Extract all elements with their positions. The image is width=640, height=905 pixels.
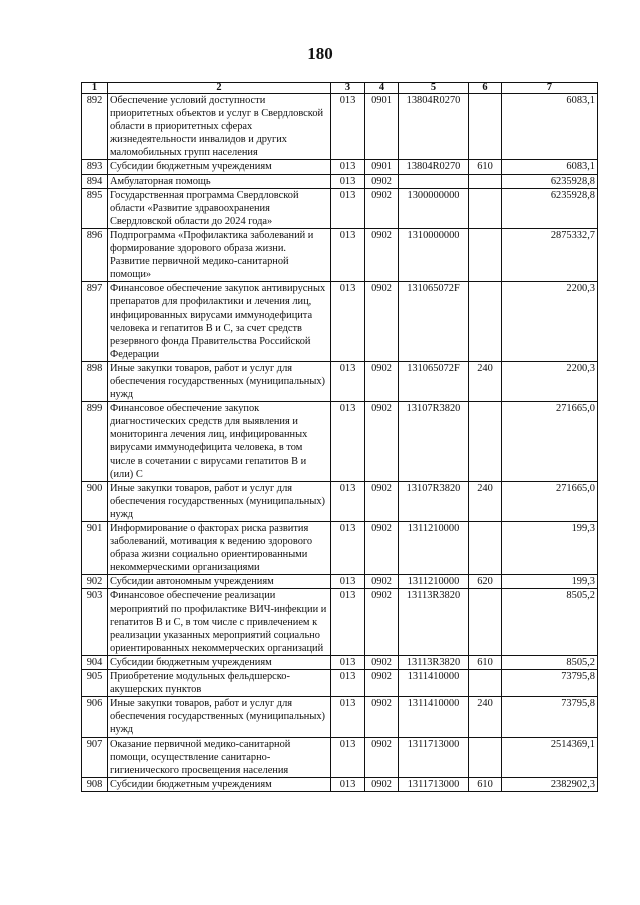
row-expense-type	[469, 522, 502, 575]
page-number: 180	[307, 44, 333, 63]
row-target-code: 13804R0270	[399, 94, 469, 160]
row-amount: 6083,1	[502, 94, 598, 160]
row-ministry-code: 013	[331, 670, 365, 697]
row-ministry-code: 013	[331, 481, 365, 521]
row-name: Амбулаторная помощь	[108, 174, 331, 188]
row-expense-type: 620	[469, 575, 502, 589]
header-col-5: 5	[399, 83, 469, 94]
row-name: Субсидии бюджетным учреждениям	[108, 160, 331, 174]
row-number: 903	[82, 589, 108, 655]
row-amount: 6083,1	[502, 160, 598, 174]
row-name: Подпрограмма «Профилактика заболеваний и формирование здорового образа жизни. Развитие первичной медико-санитарной помощи»	[108, 228, 331, 281]
row-ministry-code: 013	[331, 522, 365, 575]
row-ministry-code: 013	[331, 737, 365, 777]
row-expense-type	[469, 737, 502, 777]
row-name: Иные закупки товаров, работ и услуг для обеспечения государственных (муниципальных) нужд	[108, 361, 331, 401]
header-col-3: 3	[331, 83, 365, 94]
row-number: 907	[82, 737, 108, 777]
row-expense-type	[469, 282, 502, 362]
row-number: 905	[82, 670, 108, 697]
row-ministry-code: 013	[331, 589, 365, 655]
row-section-code: 0902	[365, 575, 399, 589]
table-row	[82, 575, 598, 589]
row-amount: 6235928,8	[502, 174, 598, 188]
row-amount: 271665,0	[502, 402, 598, 482]
row-amount: 2514369,1	[502, 737, 598, 777]
row-number: 893	[82, 160, 108, 174]
row-target-code: 1311210000	[399, 575, 469, 589]
row-target-code	[399, 174, 469, 188]
row-target-code: 1311410000	[399, 670, 469, 697]
row-number: 901	[82, 522, 108, 575]
header-col-2: 2	[108, 83, 331, 94]
row-section-code: 0902	[365, 361, 399, 401]
row-expense-type	[469, 670, 502, 697]
row-target-code: 13107R3820	[399, 402, 469, 482]
row-target-code: 13107R3820	[399, 481, 469, 521]
row-ministry-code: 013	[331, 777, 365, 791]
table-row	[82, 481, 598, 521]
table-row	[82, 522, 598, 575]
row-name: Субсидии бюджетным учреждениям	[108, 655, 331, 669]
row-section-code: 0902	[365, 670, 399, 697]
table-row	[82, 670, 598, 697]
row-target-code: 1311410000	[399, 697, 469, 737]
row-number: 904	[82, 655, 108, 669]
header-col-6: 6	[469, 83, 502, 94]
row-ministry-code: 013	[331, 282, 365, 362]
row-number: 897	[82, 282, 108, 362]
row-number: 908	[82, 777, 108, 791]
row-amount: 199,3	[502, 575, 598, 589]
row-ministry-code: 013	[331, 655, 365, 669]
row-target-code: 1310000000	[399, 228, 469, 281]
row-expense-type	[469, 174, 502, 188]
row-amount: 8505,2	[502, 589, 598, 655]
row-number: 894	[82, 174, 108, 188]
row-expense-type: 240	[469, 697, 502, 737]
row-section-code: 0902	[365, 402, 399, 482]
row-name: Оказание первичной медико-санитарной помощи, осуществление санитарно-гигиенического просвещения населения	[108, 737, 331, 777]
row-amount: 2200,3	[502, 282, 598, 362]
row-amount: 73795,8	[502, 697, 598, 737]
row-amount: 73795,8	[502, 670, 598, 697]
row-section-code: 0902	[365, 589, 399, 655]
row-section-code: 0902	[365, 737, 399, 777]
table-row	[82, 361, 598, 401]
table-row	[82, 777, 598, 791]
row-name: Субсидии бюджетным учреждениям	[108, 777, 331, 791]
row-section-code: 0902	[365, 228, 399, 281]
row-number: 899	[82, 402, 108, 482]
table-row	[82, 589, 598, 655]
row-expense-type	[469, 402, 502, 482]
row-section-code: 0902	[365, 188, 399, 228]
row-target-code: 13804R0270	[399, 160, 469, 174]
row-expense-type	[469, 589, 502, 655]
row-target-code: 13113R3820	[399, 655, 469, 669]
row-amount: 8505,2	[502, 655, 598, 669]
row-section-code: 0902	[365, 655, 399, 669]
header-col-1: 1	[82, 83, 108, 94]
table-row	[82, 655, 598, 669]
row-expense-type	[469, 228, 502, 281]
table-row	[82, 697, 598, 737]
row-expense-type: 610	[469, 160, 502, 174]
row-section-code: 0902	[365, 777, 399, 791]
row-number: 892	[82, 94, 108, 160]
table-row	[82, 94, 598, 160]
row-number: 898	[82, 361, 108, 401]
row-amount: 2200,3	[502, 361, 598, 401]
row-expense-type	[469, 188, 502, 228]
row-ministry-code: 013	[331, 94, 365, 160]
row-name: Финансовое обеспечение реализации мероприятий по профилактике ВИЧ-инфекции и гепатитов B и C, в том числе с привлечением к реализации указанных мероприятий социально ориентированных некоммерческих организаций	[108, 589, 331, 655]
row-target-code: 1311713000	[399, 737, 469, 777]
row-number: 895	[82, 188, 108, 228]
row-name: Финансовое обеспечение закупок антивирусных препаратов для профилактики и лечения лиц, инфицированных вирусами иммунодефицита человека и гепатитов B и C, за счет средств резервного фонда Правительства Российской Федерации	[108, 282, 331, 362]
row-target-code: 1311713000	[399, 777, 469, 791]
row-amount: 199,3	[502, 522, 598, 575]
row-target-code: 13113R3820	[399, 589, 469, 655]
row-expense-type: 240	[469, 361, 502, 401]
header-row	[82, 83, 598, 94]
row-ministry-code: 013	[331, 228, 365, 281]
header-col-7: 7	[502, 83, 598, 94]
table-row	[82, 174, 598, 188]
row-ministry-code: 013	[331, 160, 365, 174]
row-expense-type: 610	[469, 655, 502, 669]
row-expense-type: 240	[469, 481, 502, 521]
table-row	[82, 282, 598, 362]
row-name: Финансовое обеспечение закупок диагностических средств для выявления и мониторинга лечения лиц, инфицированных вирусами иммунодефицита человека, в том числе в сочетании с вирусами гепатитов B и (или) C	[108, 402, 331, 482]
table-row	[82, 228, 598, 281]
row-name: Обеспечение условий доступности приоритетных объектов и услуг в Свердловской области в приоритетных сферах жизнедеятельности инвалидов и других маломобильных групп населения	[108, 94, 331, 160]
row-amount: 2382902,3	[502, 777, 598, 791]
row-amount: 6235928,8	[502, 188, 598, 228]
row-name: Иные закупки товаров, работ и услуг для обеспечения государственных (муниципальных) нужд	[108, 481, 331, 521]
row-section-code: 0901	[365, 160, 399, 174]
row-name: Субсидии автономным учреждениям	[108, 575, 331, 589]
header-col-4: 4	[365, 83, 399, 94]
row-section-code: 0902	[365, 697, 399, 737]
row-ministry-code: 013	[331, 575, 365, 589]
table-row	[82, 188, 598, 228]
table-row	[82, 737, 598, 777]
row-number: 900	[82, 481, 108, 521]
row-amount: 2875332,7	[502, 228, 598, 281]
row-number: 896	[82, 228, 108, 281]
row-ministry-code: 013	[331, 361, 365, 401]
row-ministry-code: 013	[331, 174, 365, 188]
row-section-code: 0902	[365, 481, 399, 521]
row-name: Иные закупки товаров, работ и услуг для обеспечения государственных (муниципальных) нужд	[108, 697, 331, 737]
row-ministry-code: 013	[331, 697, 365, 737]
row-expense-type: 610	[469, 777, 502, 791]
row-target-code: 1300000000	[399, 188, 469, 228]
row-ministry-code: 013	[331, 402, 365, 482]
row-name: Государственная программа Свердловской области «Развитие здравоохранения Свердловской области до 2024 года»	[108, 188, 331, 228]
row-number: 906	[82, 697, 108, 737]
row-section-code: 0902	[365, 522, 399, 575]
row-section-code: 0901	[365, 94, 399, 160]
row-expense-type	[469, 94, 502, 160]
row-section-code: 0902	[365, 282, 399, 362]
row-target-code: 131065072F	[399, 361, 469, 401]
row-name: Информирование о факторах риска развития заболеваний, мотивация к ведению здорового образа жизни социально ориентированными некоммерческими организациями	[108, 522, 331, 575]
table-row	[82, 402, 598, 482]
row-name: Приобретение модульных фельдшерско-акушерских пунктов	[108, 670, 331, 697]
budget-table	[81, 82, 598, 792]
row-ministry-code: 013	[331, 188, 365, 228]
row-target-code: 1311210000	[399, 522, 469, 575]
row-number: 902	[82, 575, 108, 589]
table-row	[82, 160, 598, 174]
row-amount: 271665,0	[502, 481, 598, 521]
row-target-code: 131065072F	[399, 282, 469, 362]
row-section-code: 0902	[365, 174, 399, 188]
